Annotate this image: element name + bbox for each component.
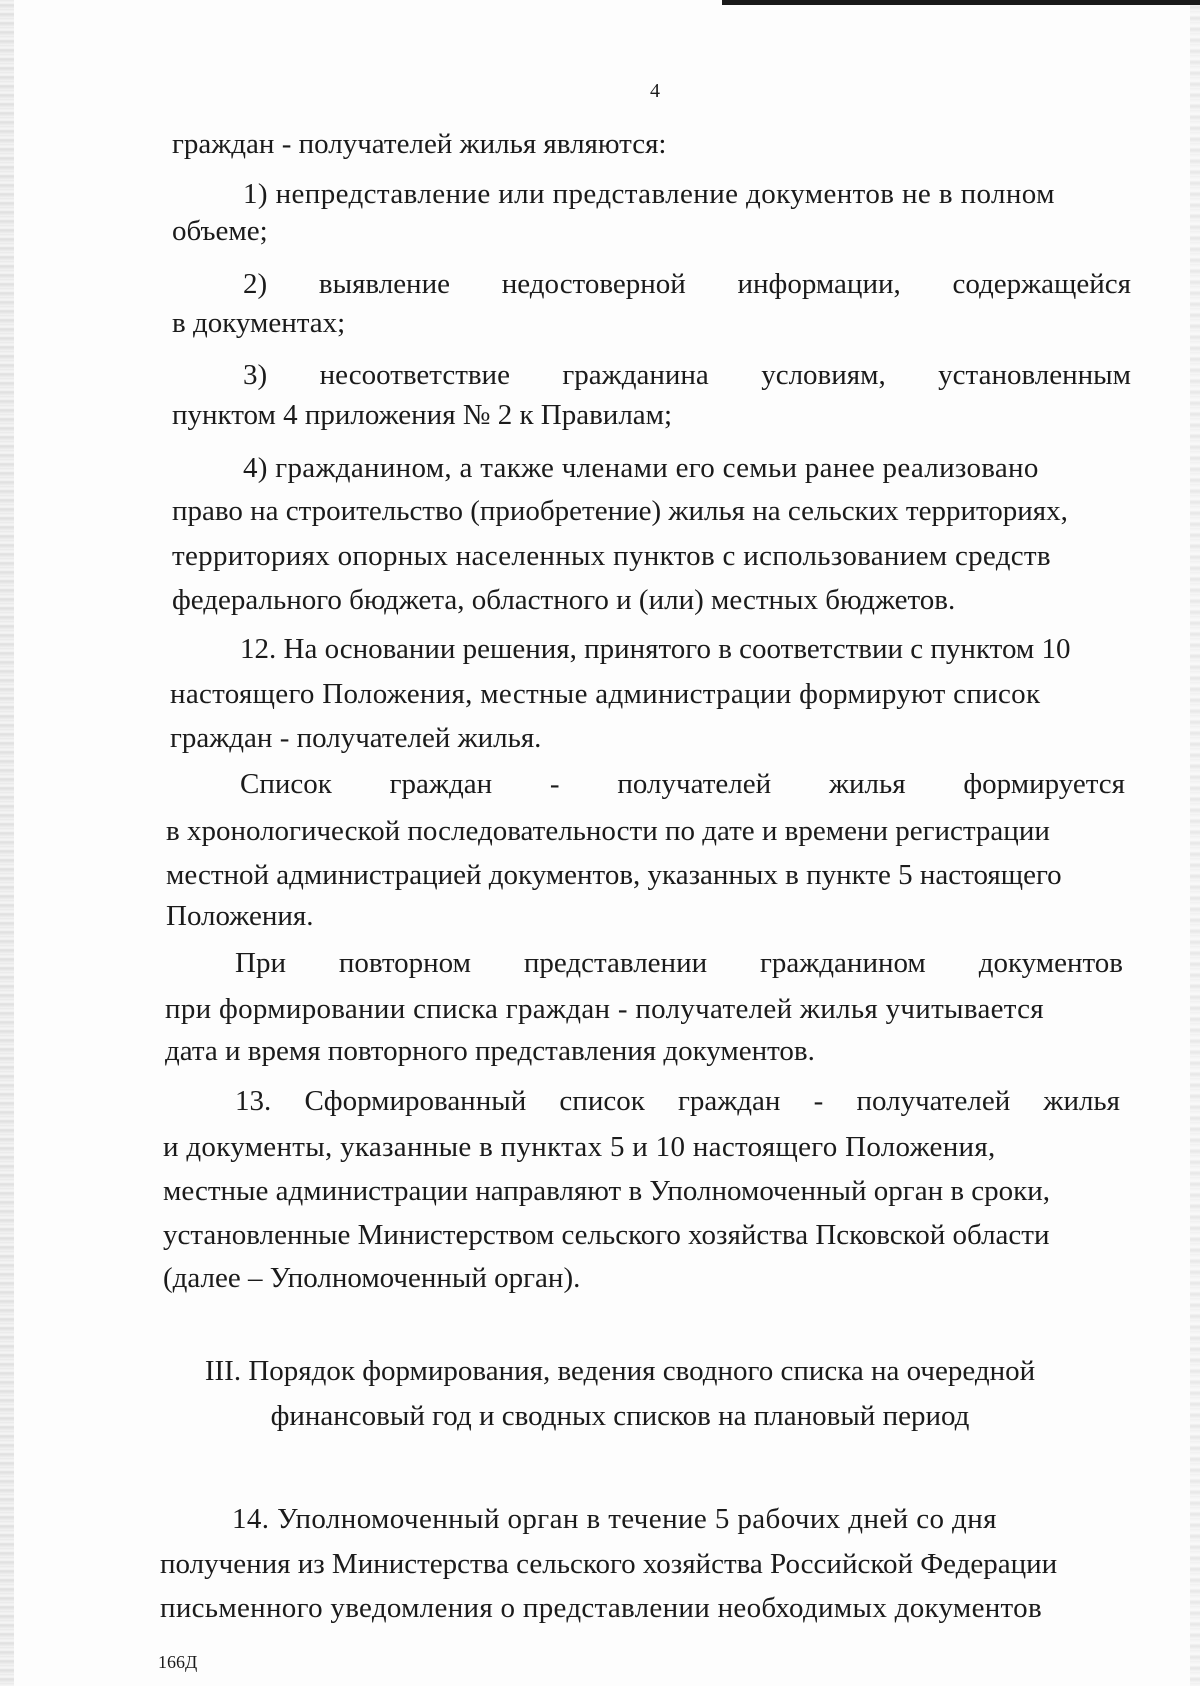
text-line-26: (далее – Уполномоченный орган). [163, 1262, 581, 1294]
text-line-13: настоящего Положения, местные администрации формируют список [170, 678, 1041, 710]
text-line-5: в документах; [172, 307, 346, 339]
text-line-22 [235, 1083, 1120, 1119]
word: получателей [856, 1085, 1011, 1117]
word: При [235, 947, 286, 979]
word: выявление [318, 268, 450, 300]
text-line-24: местные администрации направляют в Уполномоченный орган в сроки, [163, 1175, 1051, 1207]
word: граждан [677, 1085, 781, 1117]
text-line-9: право на строительство (приобретение) жилья на сельских территориях, [172, 495, 1068, 527]
text-line-15 [240, 766, 1125, 802]
text-line-19 [235, 945, 1123, 981]
text-line-16: в хронологической последовательности по дате и времени регистрации [166, 815, 1050, 847]
text-line-18: Положения. [166, 900, 314, 932]
word: Сформированный [304, 1085, 527, 1117]
word: повторном [338, 947, 471, 979]
word: гражданином [760, 947, 926, 979]
text-line-11: федерального бюджета, областного и (или) местных бюджетов. [172, 584, 956, 616]
word: жилья [1043, 1085, 1120, 1117]
word: содержащейся [952, 268, 1131, 300]
text-line-8: 4) гражданином, а также членами его семьи ранее реализовано [243, 452, 1039, 484]
text-line-2-content: 1) непредставление или представление документов не в полном [243, 178, 1055, 210]
scan-right-edge [1190, 0, 1200, 1686]
word: - [549, 768, 560, 800]
text-line-20: при формировании списка граждан - получателей жилья учитывается [165, 993, 1044, 1025]
section-heading-line-1: III. Порядок формирования, ведения сводного списка на очередной [204, 1355, 1036, 1387]
text-line-2 [243, 176, 1131, 212]
text-line-1: граждан - получателей жилья являются: [172, 128, 667, 160]
word: Список [240, 768, 332, 800]
text-line-27: 14. Уполномоченный орган в течение 5 рабочих дней со дня [232, 1503, 997, 1535]
text-line-10: территориях опорных населенных пунктов с использованием средств [172, 540, 1051, 572]
word: информации, [737, 268, 901, 300]
scan-top-bar [722, 0, 1200, 5]
word: 2) [243, 268, 268, 300]
text-line-17: местной администрацией документов, указанных в пункте 5 настоящего [166, 859, 1062, 891]
text-line-23: и документы, указанные в пунктах 5 и 10 настоящего Положения, [163, 1131, 996, 1163]
word: несоответствие [319, 359, 510, 391]
text-line-7: пунктом 4 приложения № 2 к Правилам; [172, 399, 673, 431]
text-line-4 [243, 266, 1131, 302]
section-heading-line-2: финансовый год и сводных списков на плановый период [270, 1400, 970, 1432]
text-line-6 [243, 357, 1131, 393]
word: 13. [235, 1085, 272, 1117]
word: представлении [523, 947, 708, 979]
text-line-12: 12. На основании решения, принятого в соответствии с пунктом 10 [240, 633, 1071, 665]
word: - [813, 1085, 824, 1117]
text-line-14: граждан - получателей жилья. [170, 722, 542, 754]
word: условиям, [761, 359, 886, 391]
word: недостоверной [501, 268, 686, 300]
word: формируется [963, 768, 1125, 800]
text-line-21: дата и время повторного представления документов. [165, 1035, 815, 1067]
document-code: 166Д [158, 1652, 198, 1672]
word: 3) [243, 359, 268, 391]
text-line-29: письменного уведомления о представлении необходимых документов [160, 1592, 1042, 1624]
page-number: 4 [650, 80, 660, 102]
scan-left-edge [0, 0, 14, 1686]
word: граждан [389, 768, 493, 800]
word: гражданина [562, 359, 709, 391]
text-line-25: установленные Министерством сельского хозяйства Псковской области [163, 1219, 1050, 1251]
word: установленным [938, 359, 1131, 391]
word: документов [978, 947, 1123, 979]
text-line-3: объеме; [172, 215, 268, 247]
text-line-28: получения из Министерства сельского хозяйства Российской Федерации [160, 1548, 1058, 1580]
word: получателей [617, 768, 772, 800]
word: список [559, 1085, 645, 1117]
word: жилья [828, 768, 906, 800]
